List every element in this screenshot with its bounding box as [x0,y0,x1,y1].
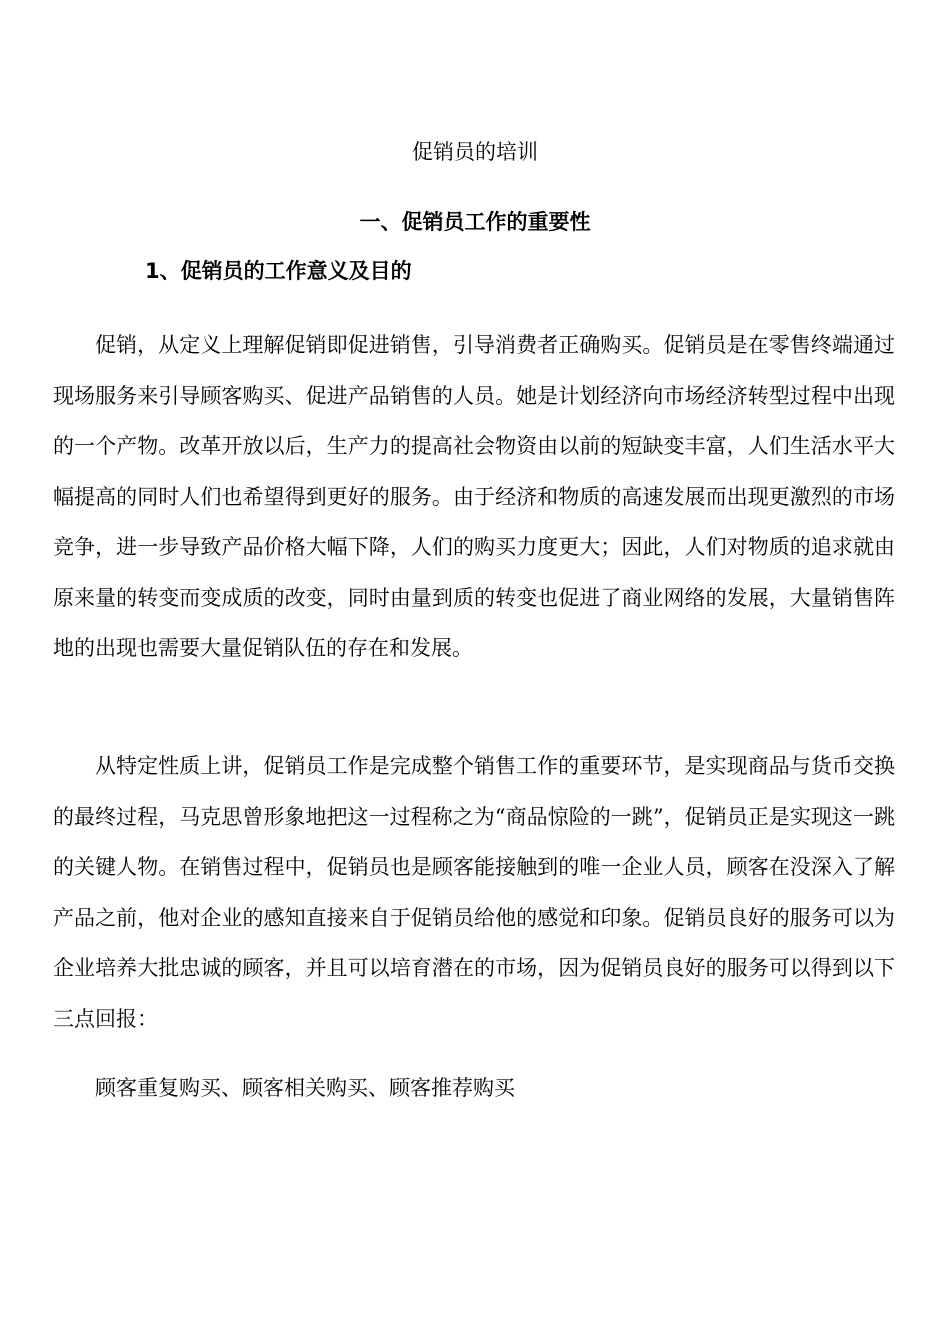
body-paragraph: 从特定性质上讲，促销员工作是完成整个销售工作的重要环节，是实现商品与货币交换的最终过程，马克思曾形象地把这一过程称之为“商品惊险的一跳”，促销员正是实现这一跳的关键人物。在销售过程中，促销员也是顾客能接触到的唯一企业人员，顾客在没深入了解产品之前，他对企业的感知直接来自于促销员给他的感觉和印象。促销员良好的服务可以为企业培养大批忠诚的顾客，并且可以培育潜在的市场，因为促销员良好的服务可以得到以下三点回报： [53,754,895,1031]
sub-heading: 1、促销员的工作意义及目的 [145,259,412,283]
body-paragraph: 促销，从定义上理解促销即促进销售，引导消费者正确购买。促销员是在零售终端通过现场服务来引导顾客购买、促进产品销售的人员。她是计划经济向市场经济转型过程中出现的一个产物。改革开放以后，生产力的提高社会物资由以前的短缺变丰富，人们生活水平大幅提高的同时人们也希望得到更好的服务。由于经济和物质的高速发展而出现更激烈的市场竞争，进一步导致产品价格大幅下降，人们的购买力度更大；因此，人们对物质的追求就由原来量的转变而变成质的改变，同时由量到质的转变也促进了商业网络的发展，大量销售阵地的出现也需要大量促销队伍的存在和发展。 [53,333,895,660]
body-paragraph: 顾客重复购买、顾客相关购买、顾客推荐购买 [95,1076,515,1100]
section-heading: 一、促销员工作的重要性 [359,210,591,234]
document-title: 促销员的培训 [412,140,538,164]
